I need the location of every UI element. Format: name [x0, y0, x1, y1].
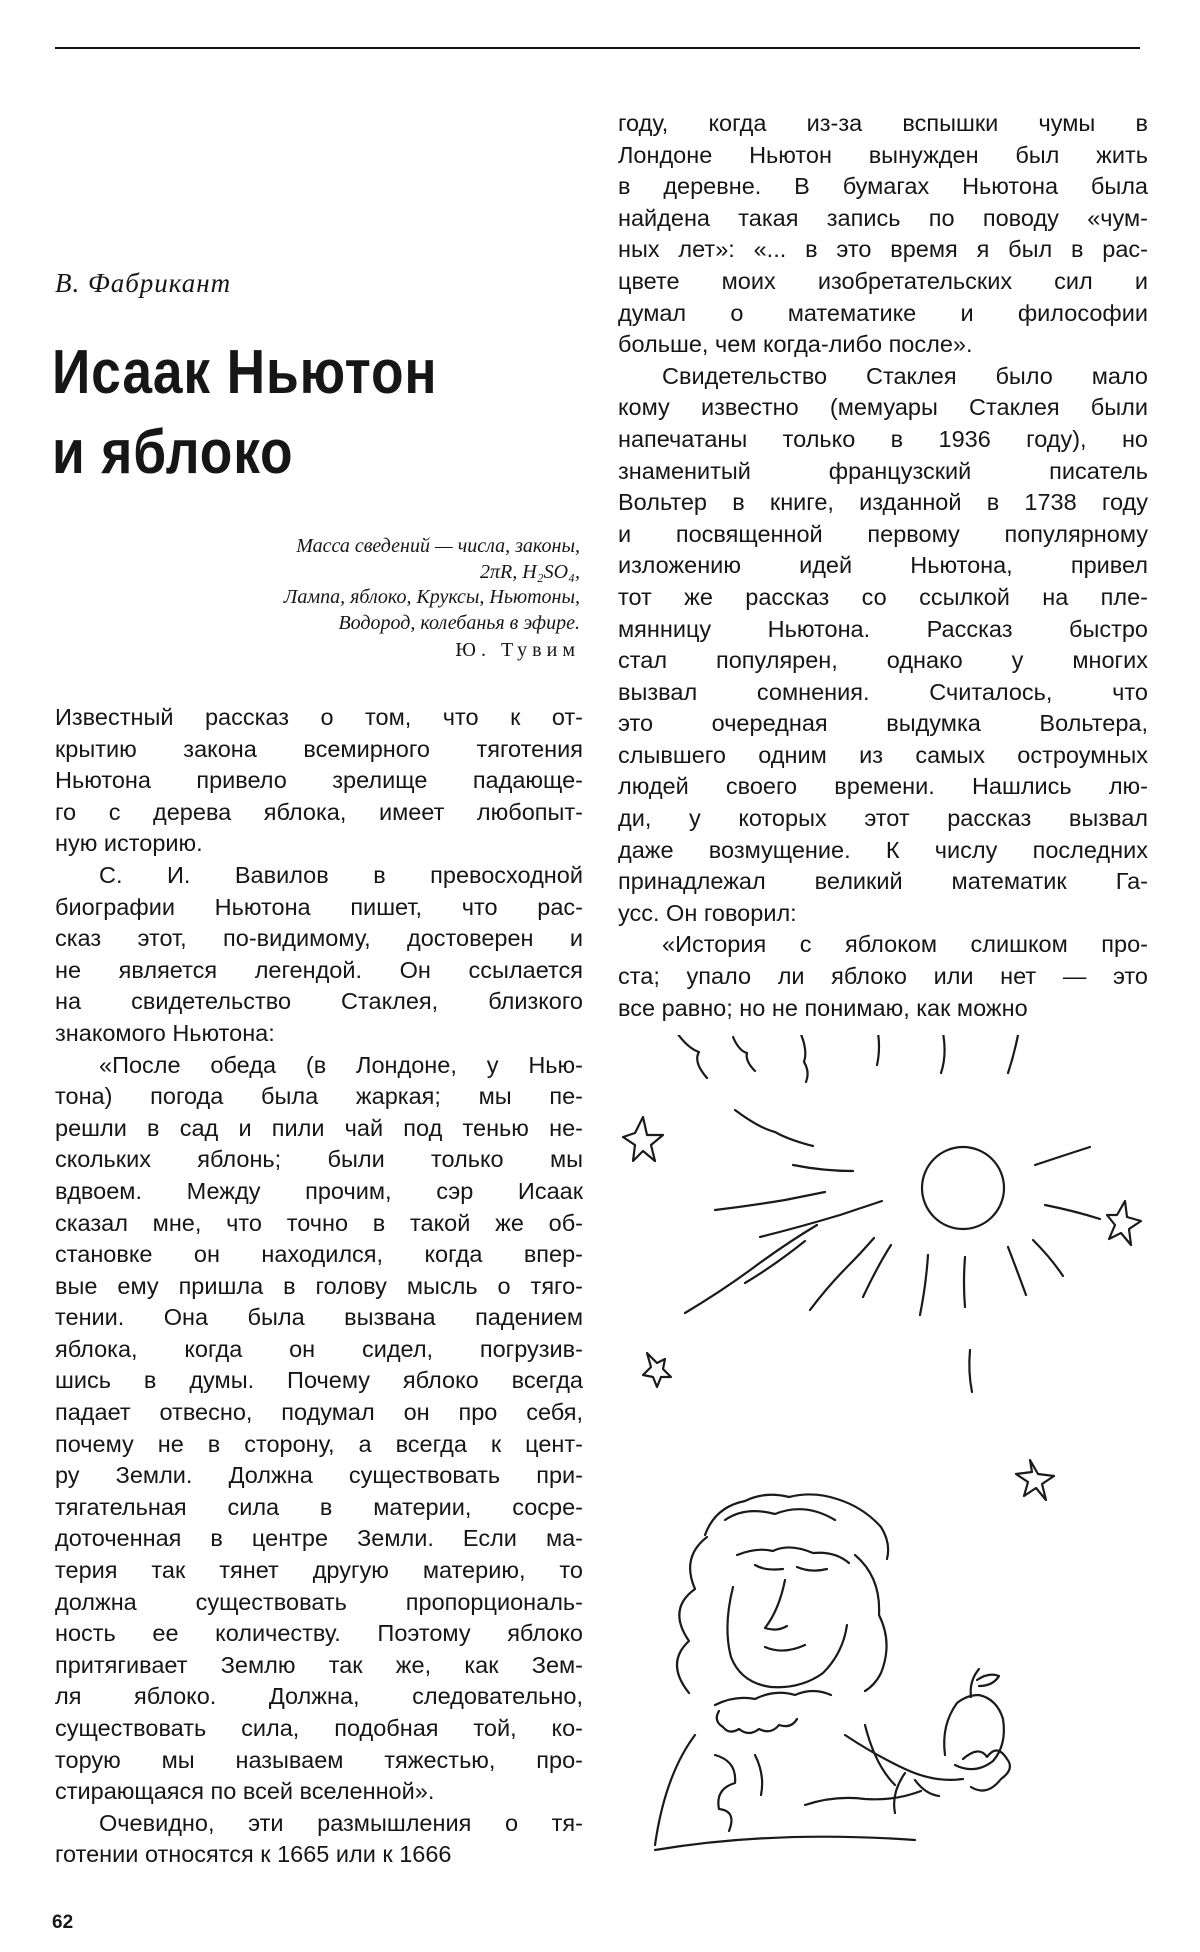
- text-line: ность ее количеству. Поэтому яблоко: [55, 1620, 583, 1647]
- text-line: цвете моих изобретательских сил и: [618, 267, 1148, 294]
- text-line: больше, чем когда-либо после».: [618, 331, 973, 358]
- newton-apple-illustration: [615, 1035, 1160, 1855]
- text-line: ных лет»: «... в это время я был в рас-: [618, 236, 1148, 263]
- text-line: стал популярен, однако у многих: [618, 647, 1148, 674]
- text-line: доточенная в центре Земли. Если ма-: [55, 1525, 583, 1552]
- text-line: С. И. Вавилов в превосходной: [99, 861, 583, 888]
- star-drawings: [623, 1117, 1141, 1500]
- text-line: усс. Он говорил:: [618, 899, 797, 926]
- text-line: вызвал сомнения. Считалось, что: [618, 678, 1148, 705]
- epigraph-line: Водород, колебанья в эфире.: [338, 611, 580, 634]
- text-line: думал о математике и философии: [618, 299, 1148, 326]
- title-line-2: и яблоко: [52, 418, 294, 487]
- text-line: вые ему пришла в голову мысль о тяго-: [55, 1272, 583, 1299]
- text-line: Вольтер в книге, изданной в 1738 году: [618, 489, 1148, 516]
- text-line: решли в сад и пили чай под тенью не-: [55, 1114, 583, 1141]
- text-line: кому известно (мемуары Стаклея были: [618, 394, 1148, 421]
- text-line: стирающаяся по всей вселенной».: [55, 1778, 435, 1805]
- text-line: становке он находился, когда впер-: [55, 1241, 583, 1268]
- sun-drawing: [675, 1035, 1100, 1392]
- text-line: Свидетельство Стаклея было мало: [662, 362, 1148, 389]
- text-line: торую мы называем тяжестью, про-: [55, 1746, 583, 1773]
- epigraph-line: 2πR, H₂SO₄,: [479, 560, 580, 583]
- text-line: «История с яблоком слишком про-: [662, 931, 1148, 958]
- text-line: в деревне. В бумагах Ньютона была: [618, 173, 1148, 200]
- text-line: шись в думы. Почему яблоко всегда: [55, 1367, 583, 1394]
- text-line: даже возмущение. К числу последних: [618, 836, 1148, 863]
- text-line: тот же рассказ со ссылкой на пле-: [618, 583, 1148, 610]
- text-line: биографии Ньютона пишет, что рас-: [55, 893, 583, 920]
- text-line: ста; упало ли яблоко или нет — это: [618, 963, 1148, 990]
- epigraph-line: Масса сведений — числа, законы,: [296, 535, 580, 557]
- text-line: существовать сила, подобная той, ко-: [55, 1715, 583, 1741]
- text-line: Лондоне Ньютон вынужден был жить: [618, 141, 1148, 168]
- text-line: Известный рассказ о том, что к от-: [55, 704, 583, 730]
- text-line: скольких яблонь; были только мы: [55, 1146, 583, 1173]
- text-line: знакомого Ньютона:: [55, 1019, 275, 1046]
- text-line: тона) погода была жаркая; мы пе-: [55, 1083, 583, 1110]
- text-line: терия так тянет другую материю, то: [55, 1557, 583, 1584]
- text-line: изложению идей Ньютона, привел: [618, 552, 1148, 579]
- text-line: Ньютона привело зрелище падающе-: [55, 767, 583, 794]
- text-line: падает отвесно, подумал он про себя,: [55, 1399, 583, 1426]
- text-line: и посвященной первому популярному: [618, 520, 1148, 547]
- text-line: ную историю.: [55, 830, 203, 857]
- text-line: сказ этот, по-видимому, достоверен и: [55, 925, 583, 952]
- author-name: В. Фабрикант: [55, 268, 232, 298]
- text-line: знаменитый французский писатель: [618, 457, 1148, 484]
- text-line: яблока, когда он сидел, погрузив-: [55, 1335, 583, 1362]
- top-rule: [55, 47, 1140, 49]
- newton-figure-drawing: [655, 1494, 1010, 1850]
- text-line: слывшего одним из самых остроумных: [618, 741, 1148, 768]
- text-line: должна существовать пропорциональ-: [55, 1588, 583, 1615]
- text-line: Очевидно, эти размышления о тя-: [99, 1809, 583, 1836]
- text-line: почему не в сторону, а всегда к цент-: [55, 1430, 583, 1457]
- page-number: 62: [52, 1912, 74, 1933]
- text-line: ля яблоко. Должна, следовательно,: [55, 1683, 583, 1710]
- text-line: все равно; но не понимаю, как можно: [618, 994, 1028, 1021]
- epigraph-signature: Ю. Тувим: [455, 639, 580, 661]
- text-line: году, когда из-за вспышки чумы в: [618, 110, 1148, 136]
- text-line: крытию закона всемирного тяготения: [55, 735, 583, 762]
- text-line: ди, у которых этот рассказ вызвал: [618, 805, 1148, 832]
- left-text-column: [55, 702, 583, 1871]
- right-text-column: [618, 108, 1148, 1024]
- title-line-1: Исаак Ньютон: [52, 338, 438, 407]
- text-line: готении относятся к 1665 или к 1666: [55, 1841, 452, 1868]
- text-line: на свидетельство Стаклея, близкого: [55, 988, 583, 1015]
- text-line: тягательная сила в материи, сосре-: [55, 1493, 583, 1520]
- text-line: «После обеда (в Лондоне, у Нью-: [99, 1051, 583, 1078]
- text-line: не является легендой. Он ссылается: [55, 956, 583, 983]
- text-line: найдена такая запись по поводу «чум-: [618, 204, 1148, 231]
- epigraph: [150, 534, 580, 664]
- text-line: это очередная выдумка Вольтера,: [618, 710, 1148, 737]
- text-line: вдвоем. Между прочим, сэр Исаак: [55, 1177, 583, 1204]
- text-line: ру Земли. Должна существовать при-: [55, 1462, 583, 1489]
- text-line: принадлежал великий математик Га-: [618, 868, 1148, 895]
- text-line: людей своего времени. Нашлись лю-: [618, 773, 1148, 800]
- text-line: го с дерева яблока, имеет любопыт-: [55, 798, 583, 825]
- text-line: притягивает Землю так же, как Зем-: [55, 1651, 583, 1678]
- text-line: сказал мне, что точно в такой же об-: [55, 1209, 583, 1236]
- article-title: [52, 333, 499, 493]
- epigraph-line: Лампа, яблоко, Круксы, Ньютоны,: [283, 586, 580, 608]
- text-line: мянницу Ньютона. Рассказ быстро: [618, 615, 1148, 642]
- text-line: тении. Она была вызвана падением: [55, 1304, 583, 1331]
- text-line: напечатаны только в 1936 году), но: [618, 425, 1148, 452]
